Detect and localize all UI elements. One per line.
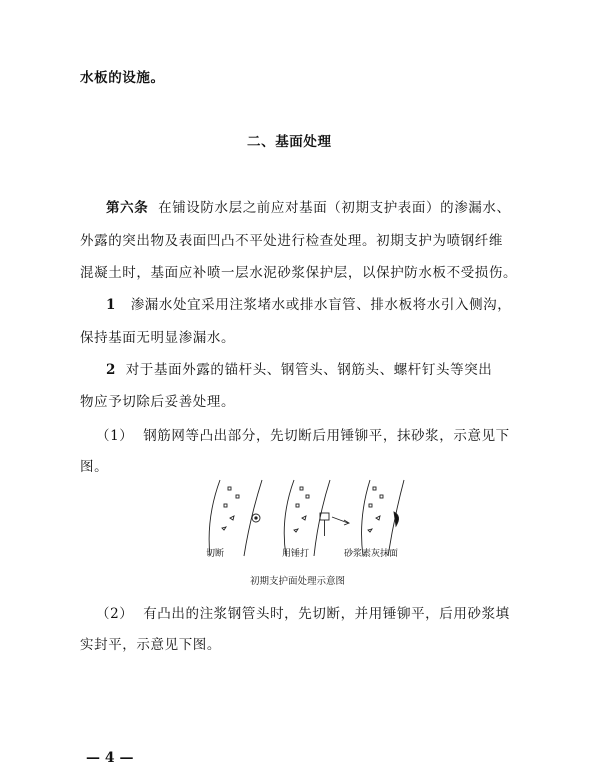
sub-item-two-number: （2） <box>96 606 134 622</box>
panel-one-edge-right <box>244 480 262 556</box>
item-two-line-2: 物应予切除后妥善处理。 <box>80 394 236 410</box>
panel-two-edge-left <box>284 480 294 556</box>
article-line-1 <box>106 196 511 216</box>
figure-label-hammer: 用锤打 <box>282 549 310 559</box>
sub-item-one-line-2: 图。 <box>80 459 109 475</box>
sub-item-two-text: 有凸出的注浆钢管头时，先切断，并用锤铆平，后用砂浆填 <box>143 606 510 622</box>
sub-item-two-line-2: 实封平，示意见下图。 <box>80 637 221 653</box>
sub-item-one-number: （1） <box>96 428 134 444</box>
sub-item-two-line-1 <box>96 602 510 622</box>
item-one-text: 渗漏水处宜采用注浆堵水或排水盲管、排水板将水引入侧沟， <box>130 297 512 313</box>
item-two-line-1 <box>106 358 492 378</box>
figure-label-mortar: 砂浆素灰抹面 <box>344 549 399 559</box>
sub-item-one-text: 钢筋网等凸出部分，先切断后用锤铆平，抹砂浆，示意见下 <box>143 428 510 444</box>
item-two-number: 2 <box>106 362 116 378</box>
figure-caption: 初期支护面处理示意图 <box>250 576 346 587</box>
article-label: 第六条 <box>106 200 149 216</box>
section-heading: 二、基面处理 <box>247 134 332 150</box>
article-line-2: 外露的突出物及表面凹凸不平处进行检查处理。初期支护为喷钢纤维 <box>80 233 503 249</box>
item-one-line-2: 保持基面无明显渗漏水。 <box>80 330 236 346</box>
panel-one-edge-left <box>209 480 220 556</box>
article-text: 在铺设防水层之前应对基面（初期支护表面）的渗漏水、 <box>158 200 511 216</box>
panel-two-edge-right <box>314 480 330 556</box>
continuation-text: 水板的设施。 <box>80 70 165 86</box>
page-number: — 4 — <box>86 750 134 766</box>
sub-item-one-line-1 <box>96 424 510 444</box>
panel-three-edge-left <box>362 480 370 556</box>
article-line-3: 混凝土时，基面应补喷一层水泥砂浆保护层，以保护防水板不受损伤。 <box>80 265 518 281</box>
item-one-line-1 <box>106 293 511 313</box>
item-two-text: 对于基面外露的锚杆头、钢管头、钢筋头、螺杆钉头等突出 <box>125 362 493 378</box>
figure-label-cut: 切断 <box>206 549 225 559</box>
item-one-number: 1 <box>106 297 116 313</box>
